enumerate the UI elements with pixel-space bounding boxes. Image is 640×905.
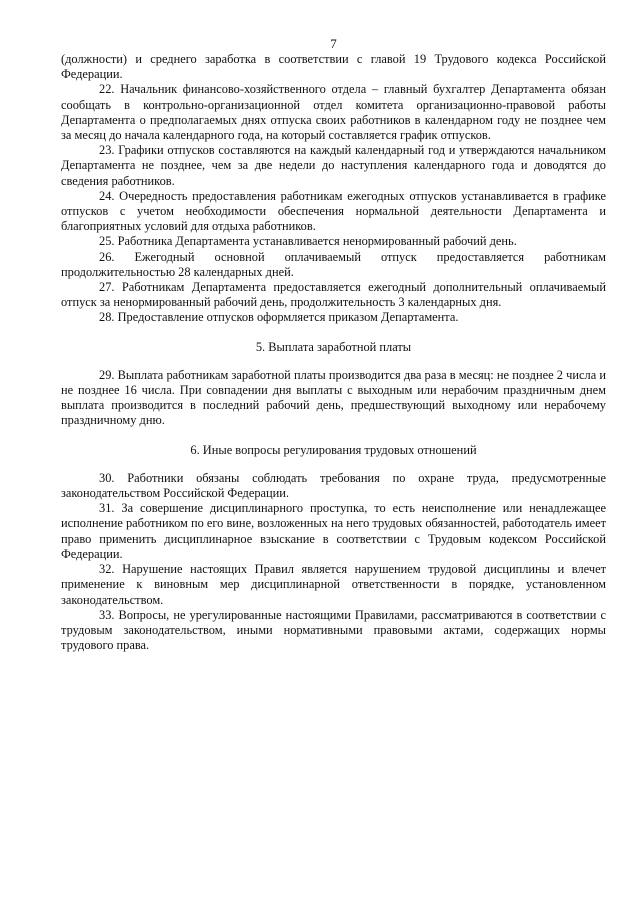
- section-heading-6: 6. Иные вопросы регулирования трудовых отношений: [190, 442, 477, 457]
- paragraph-31: 31. За совершение дисциплинарного проступка, то есть неисполнение или ненадлежащее исполнение работником по его вине, возложенных на него трудовых обязанностей, работодатель имеет право применить дисциплинарное взыскание в соответствии с Трудовым кодексом Российской Федерации.: [61, 501, 606, 561]
- paragraph-32: 32. Нарушение настоящих Правил является нарушением трудовой дисциплины и влечет применение к виновным мер дисциплинарной ответственности в порядке, установленном законодательством.: [61, 562, 606, 607]
- section-heading-5: 5. Выплата заработной платы: [255, 339, 412, 354]
- page-number: 7: [330, 36, 337, 51]
- paragraph-23: 23. Графики отпусков составляются на каждый календарный год и утверждаются начальником Департамента не позднее, чем за две недели до наступления календарного года и доводятся до сведения работников.: [61, 143, 606, 188]
- paragraph-22: 22. Начальник финансово-хозяйственного отдела – главный бухгалтер Департамента обязан сообщать в контрольно-организационной отдел комитета организационно-правовой работы Департамента о предполагаемых днях отпуска своих работников в календарном году не позднее чем за месяц до начала календарного года, на который составляется график отпусков.: [61, 82, 606, 143]
- paragraph-28: 28. Предоставление отпусков оформляется приказом Департамента.: [99, 310, 459, 325]
- paragraph-24: 24. Очередность предоставления работникам ежегодных отпусков устанавливается в графике отпусков с учетом необходимости обеспечения нормальной деятельности Департамента и благоприятных условий для отдыха работников.: [61, 188, 606, 234]
- paragraph-26: 26. Ежегодный основной оплачиваемый отпуск предоставляется работникам продолжительностью 28 календарных дней.: [61, 249, 606, 279]
- spacer: [61, 429, 606, 443]
- paragraph-29: 29. Выплата работникам заработной платы производится два раза в месяц: не позднее 2 числа и не позднее 16 числа. При совпадении дня выплаты с выходным или нерабочим праздничным днем выплата производится в последний рабочий день, предшествующий выходному или нерабочему праздничному дню.: [61, 367, 606, 428]
- spacer: [61, 458, 606, 471]
- spacer: [61, 326, 606, 340]
- paragraph-25: 25. Работника Департамента устанавливается ненормированный рабочий день.: [99, 234, 517, 249]
- spacer: [61, 355, 606, 368]
- paragraph-27: 27. Работникам Департамента предоставляется ежегодный дополнительный оплачиваемый отпуск за ненормированный рабочий день, продолжительность 3 календарных дня.: [61, 280, 606, 310]
- paragraph-30: 30. Работники обязаны соблюдать требования по охране труда, предусмотренные законодательством Российской Федерации.: [61, 470, 606, 501]
- paragraph-33: 33. Вопросы, не урегулированные настоящими Правилами, рассматриваются в соответствии с трудовым законодательством, иными нормативными правовыми актами, содержащих нормы трудового права.: [61, 607, 606, 653]
- paragraph-continuation: (должности) и среднего заработка в соответствии с главой 19 Трудового кодекса Российской Федерации.: [61, 52, 606, 82]
